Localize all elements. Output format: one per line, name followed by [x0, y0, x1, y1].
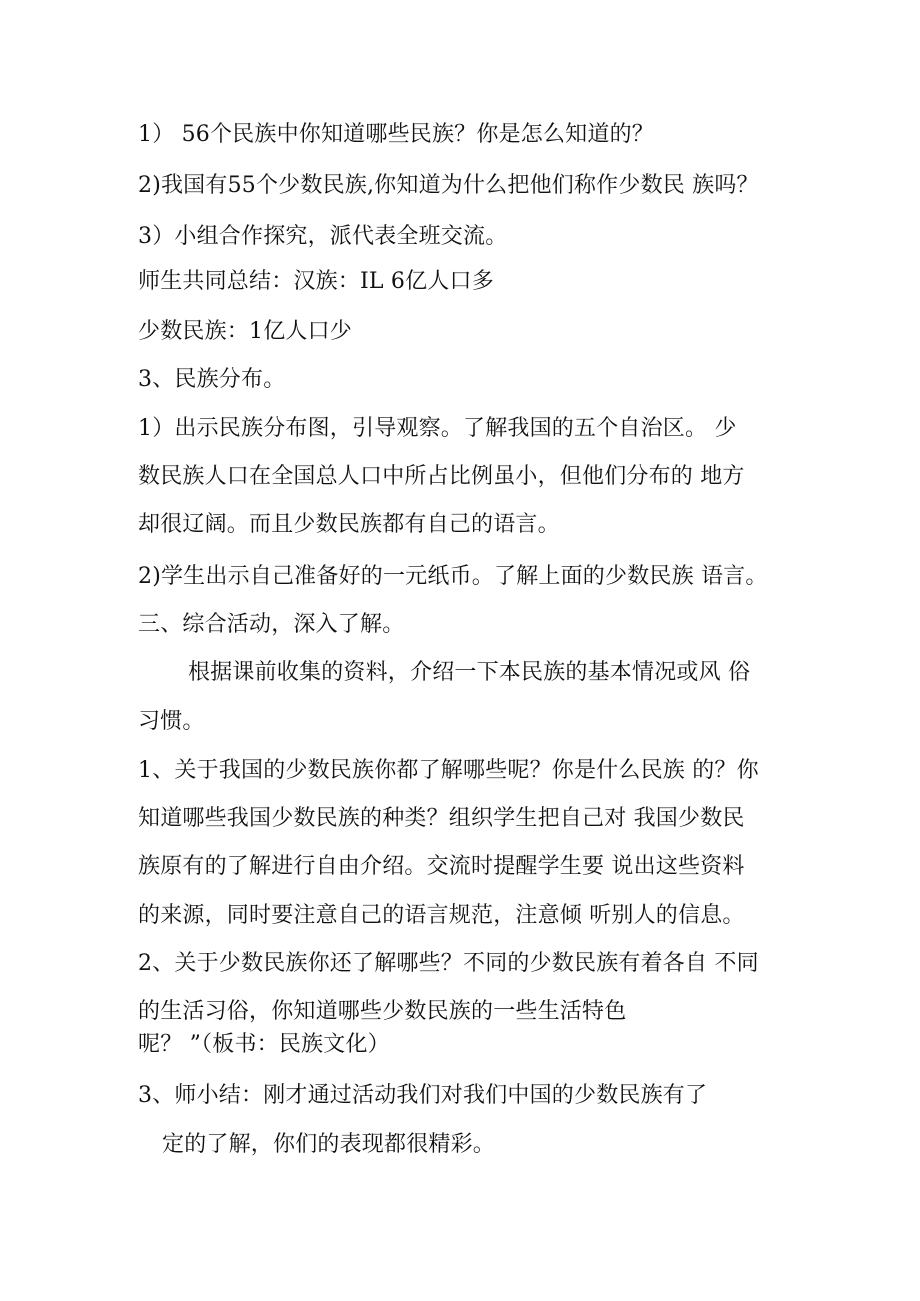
text-line: 1） 56个民族中你知道哪些民族？你是怎么知道的？: [138, 122, 654, 147]
text-line: 三、综合活动，深入了解。: [138, 612, 405, 637]
text-line: 1、关于我国的少数民族你都了解哪些呢？你是什么民族 的？你: [138, 758, 759, 783]
text-line: 的生活习俗，你知道哪些少数民族的一些生活特色: [138, 999, 627, 1024]
text-line: 2)我国有55个少数民族,你知道为什么把他们称作少数民 族吗？: [138, 173, 759, 198]
text-line: 定的了解，你们的表现都很精彩。: [162, 1132, 496, 1157]
text-line: 知道哪些我国少数民族的种类？组织学生把自己对 我国少数民: [138, 806, 745, 831]
text-line: 3）小组合作探究，派代表全班交流。: [138, 224, 508, 249]
text-line: 族原有的了解进行自由介绍。交流时提醒学生要 说出这些资料: [138, 854, 745, 879]
text-line: 3、师小结：刚才通过活动我们对我们中国的少数民族有了: [138, 1083, 708, 1108]
text-line: 1）出示民族分布图，引导观察。了解我国的五个自治区。 少: [138, 416, 737, 441]
text-line: 根据课前收集的资料，介绍一下本民族的基本情况或风 俗: [188, 660, 751, 685]
text-line: 少数民族：1亿人口少: [138, 319, 352, 344]
text-line: 3、民族分布。: [138, 367, 286, 392]
text-line: 却很辽阔。而且少数民族都有自己的语言。: [138, 512, 560, 537]
text-line: 师生共同总结：汉族：IL 6亿人口多: [138, 269, 494, 294]
text-line: 2、关于少数民族你还了解哪些？不同的少数民族有着各自 不同: [138, 951, 759, 976]
text-line: 数民族人口在全国总人口中所占比例虽小，但他们分布的 地方: [138, 464, 745, 489]
text-line: 2)学生出示自己准备好的一元纸币。了解上面的少数民族 语言。: [138, 564, 768, 589]
text-line: 的来源，同时要注意自己的语言规范，注意倾 听别人的信息。: [138, 903, 745, 928]
text-line: 呢？ ”（板书：民族文化）: [138, 1032, 390, 1057]
text-line: 习惯。: [138, 709, 205, 734]
